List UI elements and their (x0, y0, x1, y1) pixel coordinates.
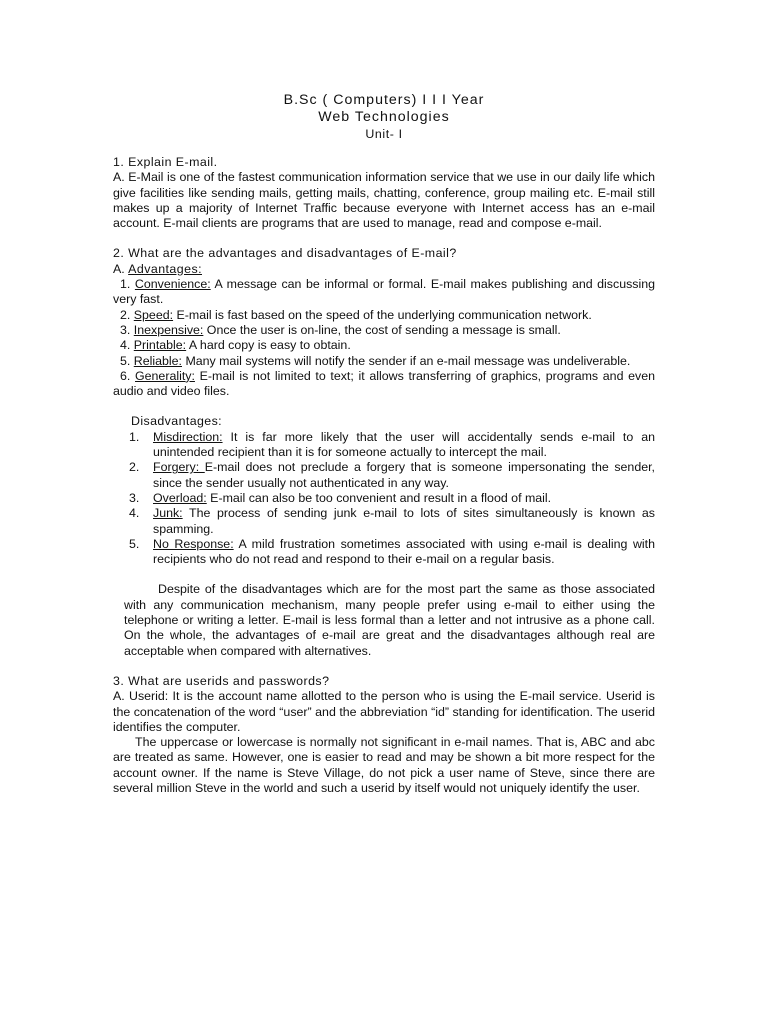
item-term: Inexpensive: (133, 322, 204, 337)
item-text: E-mail is not limited to text; it allows transferring of graphics, programs and even audio and video files. (113, 368, 655, 399)
question-3 (113, 674, 655, 796)
course-title: B.Sc ( Computers) I I I Year (283, 92, 485, 108)
question-1-text: 1. Explain E-mail. (113, 155, 218, 169)
conclusion-paragraph: Despite of the disadvantages which are for the most part the same as those associated with any communication mechanism, many people prefer using e-mail to either using the telephone or writing a letter. E-mail is less formal than a letter and not intrusive as a phone call. On the whole, the advantages of e-mail are great and the disadvantages although real are acceptable when compared with alternatives. (124, 582, 655, 658)
item-term: Generality: (135, 368, 195, 383)
advantages-list (113, 277, 655, 399)
advantage-item (113, 277, 655, 308)
disadvantage-item (113, 460, 655, 491)
answer-3-paragraph-2: The uppercase or lowercase is normally not significant in e-mail names. That is, ABC and abc are treated as same. However, one is easier to read and may be shown a bit more respect for the account owner. If the name is Steve Village, do not pick a user name of Steve, since there are several million Steve in the world and such a userid by itself would not uniquely identify the user. (113, 735, 655, 795)
item-term: No Response: (153, 536, 234, 551)
item-term: Junk: (153, 506, 183, 521)
disadvantage-item (113, 506, 655, 537)
subject-title: Web Technologies (318, 109, 450, 125)
advantages-heading-line (113, 262, 655, 277)
disadvantages-heading: Disadvantages: (131, 414, 223, 429)
item-term: Misdirection: (153, 429, 223, 444)
disadvantage-item (113, 491, 655, 506)
advantage-item (113, 369, 655, 400)
advantage-item (113, 338, 655, 353)
item-number: 3. (120, 322, 134, 337)
item-number: 4. (129, 506, 140, 521)
item-text: A hard copy is easy to obtain. (186, 338, 351, 353)
disadvantage-item (113, 430, 655, 461)
question-1 (113, 155, 655, 231)
advantage-item (113, 354, 655, 369)
unit-label: Unit- I (365, 127, 403, 141)
item-text: It is far more likely that the user will accidentally sends e-mail to an unintended recipient than it is for someone actually to intercept the mail. (153, 429, 655, 460)
disadvantage-item (113, 537, 655, 568)
item-text: E-mail does not preclude a forgery that is someone impersonating the sender, since the sender usually not authenticated in any way. (153, 460, 655, 490)
item-text: E-mail can also be too convenient and result in a flood of mail. (206, 490, 552, 505)
disadvantages-list (113, 430, 655, 568)
item-term: Reliable: (133, 353, 182, 368)
item-text: Once the user is on-line, the cost of sending a message is small. (203, 322, 561, 337)
item-number: 2. (120, 307, 134, 322)
item-term: Convenience: (134, 277, 211, 292)
item-number: 4. (120, 338, 134, 353)
question-2-text: 2. What are the advantages and disadvantages of E-mail? (113, 246, 457, 261)
document-header (113, 92, 655, 142)
item-text: The process of sending junk e-mail to lots of sites simultaneously is known as spamming. (153, 506, 655, 536)
item-number: 1. (120, 277, 135, 292)
answer-1-text: A. E-Mail is one of the fastest communication information service that we use in our daily life which give facilities like sending mails, getting mails, chatting, conference, group mailing etc. E-mail still makes up a majority of Internet Traffic because everyone with Internet access has an e-mail account. E-mail clients are programs that are used to manage, read and compose e-mail. (113, 170, 655, 231)
advantages-prefix: A. (113, 261, 129, 276)
item-number: 6. (120, 368, 136, 383)
item-number: 5. (120, 353, 134, 368)
item-text: A mild frustration sometimes associated with using e-mail is dealing with recipients who do not read and respond to their e-mail on a regular basis. (153, 536, 655, 567)
question-2 (113, 246, 655, 658)
item-term: Overload: (153, 490, 207, 505)
item-number: 5. (129, 536, 140, 551)
question-3-text: 3. What are userids and passwords? (113, 673, 330, 688)
item-text: A message can be informal or formal. E-mail makes publishing and discussing very fast. (113, 277, 656, 307)
item-term: Forgery: (153, 460, 205, 475)
document-page (113, 92, 655, 796)
item-term: Printable: (133, 338, 187, 353)
item-number: 2. (129, 460, 140, 475)
item-text: E-mail is fast based on the speed of the underlying communication network. (173, 307, 592, 322)
item-text: Many mail systems will notify the sender if an e-mail message was undeliverable. (182, 353, 631, 368)
item-number: 1. (129, 429, 140, 444)
item-term: Speed: (133, 307, 174, 322)
answer-3-paragraph-1: A. Userid: It is the account name allotted to the person who is using the E-mail service. Userid is the concatenation of the word “user” and the abbreviation “id” standing for identification. The userid identifies the computer. (113, 689, 655, 734)
advantage-item (113, 308, 655, 323)
advantage-item (113, 323, 655, 338)
advantages-heading: Advantages: (128, 261, 202, 276)
item-number: 3. (129, 490, 140, 505)
